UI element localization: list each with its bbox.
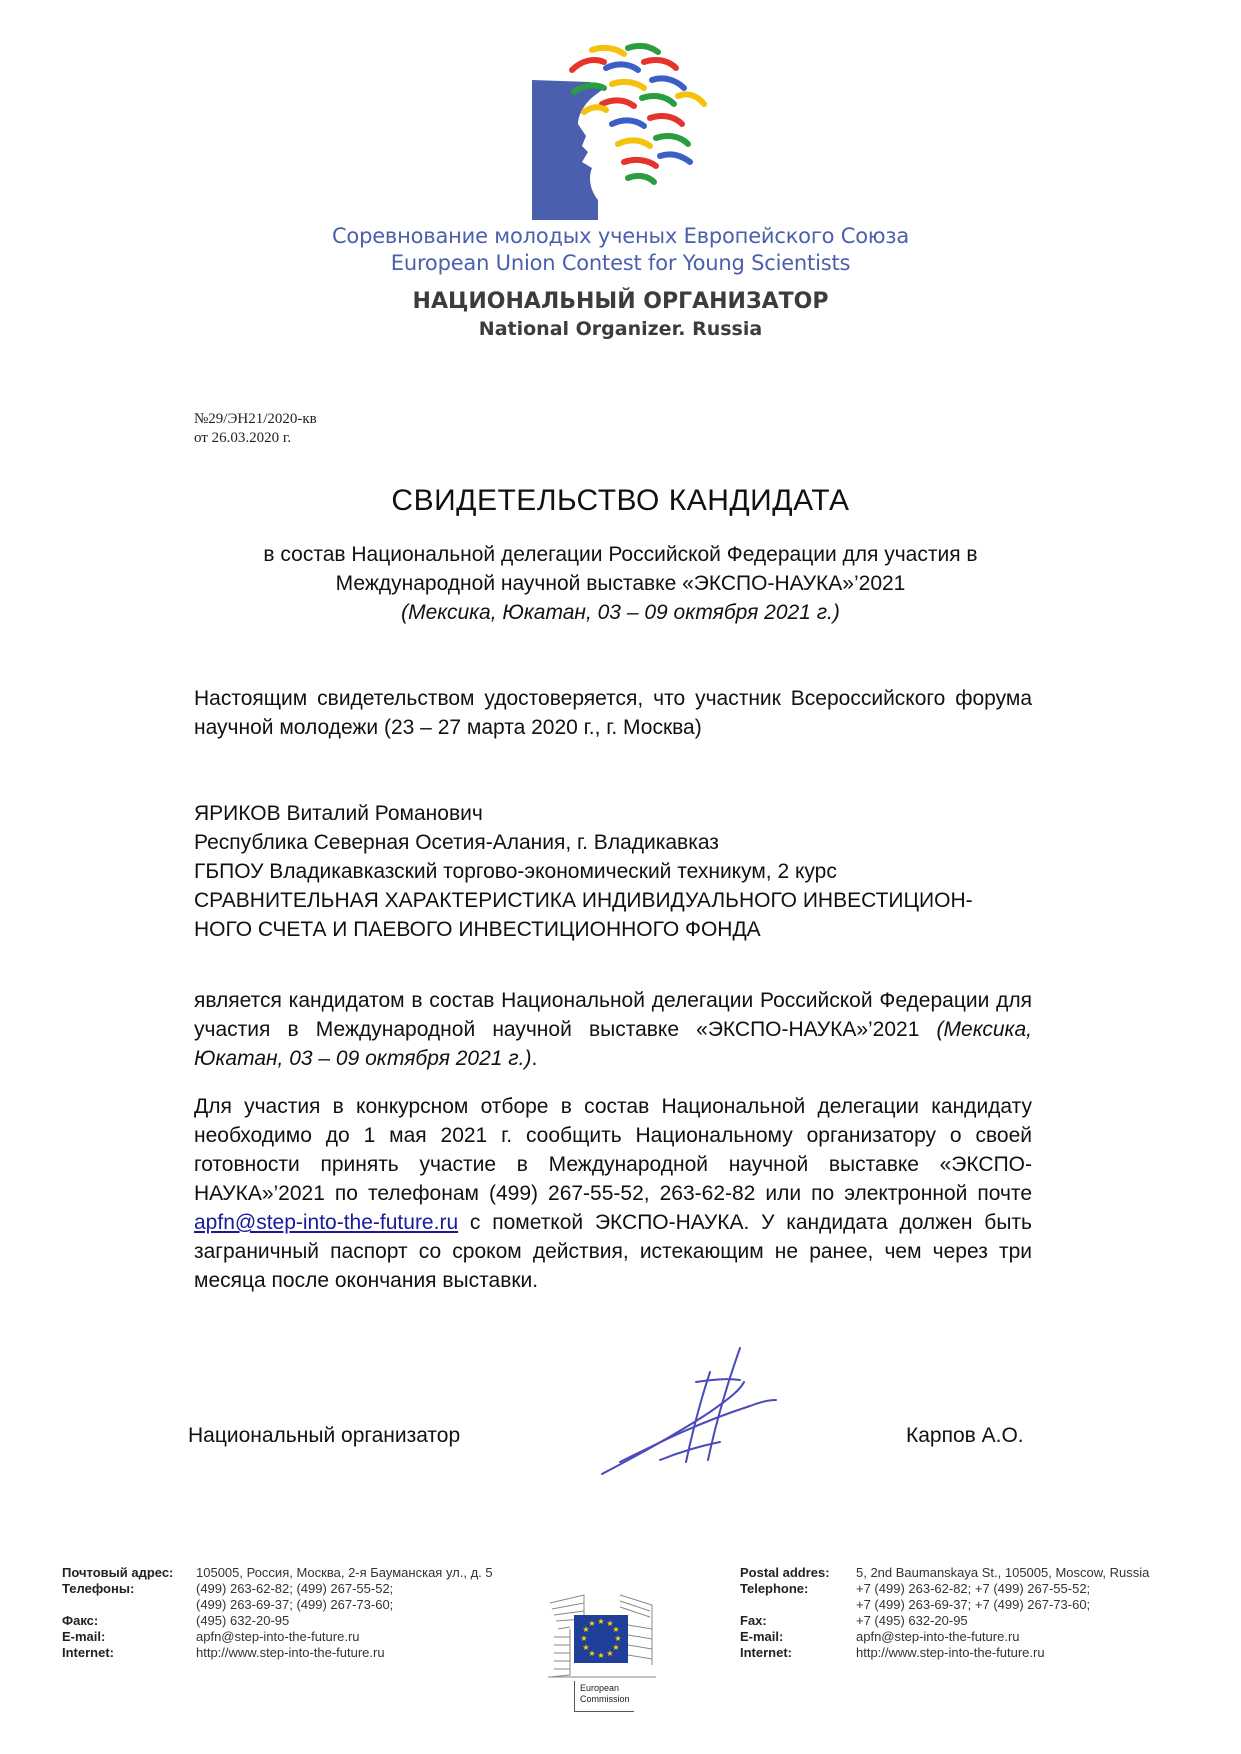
candidate-school: ГБПОУ Владикавказский торгово-экономический техникум, 2 курс bbox=[194, 860, 837, 883]
footer-en-email-label: E-mail: bbox=[740, 1629, 784, 1644]
paragraph-candidate-status-end: . bbox=[531, 1047, 538, 1070]
svg-text:★: ★ bbox=[582, 1643, 590, 1652]
reference-block bbox=[194, 410, 317, 448]
svg-text:★: ★ bbox=[580, 1634, 588, 1643]
footer-ru-fax: (495) 632-20-95 bbox=[196, 1613, 290, 1628]
footer-ru-fax-label: Факс: bbox=[62, 1613, 99, 1628]
reference-number: №29/ЭН21/2020-кв bbox=[194, 411, 317, 427]
footer-en-fax: +7 (495) 632-20-95 bbox=[856, 1613, 968, 1628]
svg-text:★: ★ bbox=[588, 1619, 596, 1628]
footer-en-internet[interactable]: http://www.step-into-the-future.ru bbox=[856, 1645, 1045, 1660]
paragraph-instructions-after: с пометкой ЭКСПО-НАУКА. У кандидата должен быть заграничный паспорт со сроком действия, истекающим не ранее, чем через три месяца после окончания выставки. bbox=[194, 1211, 1032, 1292]
contest-name-ru: Соревнование молодых ученых Европейского Союза bbox=[331, 224, 910, 248]
ec-label-2: Commission bbox=[580, 1694, 630, 1704]
footer-en-phones-label: Telephone: bbox=[740, 1581, 809, 1596]
paragraph-candidate-status-italic: (Мексика, Юкатан, 03 – 09 октября 2021 г.) bbox=[194, 1018, 1032, 1070]
document-subtitle bbox=[0, 540, 1241, 627]
reference-date: от 26.03.2020 г. bbox=[194, 430, 292, 446]
footer-en-postal-label: Postal addres: bbox=[740, 1565, 830, 1580]
svg-text:★: ★ bbox=[606, 1619, 614, 1628]
signatory-role: Национальный организатор bbox=[188, 1424, 461, 1447]
paragraph-instructions bbox=[194, 1092, 1032, 1295]
footer-en-phones-2: +7 (499) 263-69-37; +7 (499) 267-73-60; bbox=[856, 1597, 1091, 1612]
signatory-name: Карпов А.О. bbox=[906, 1424, 1024, 1447]
footer-en-email[interactable]: apfn@step-into-the-future.ru bbox=[856, 1629, 1020, 1644]
ec-label-1: European bbox=[580, 1683, 620, 1693]
footer-ru-internet[interactable]: http://www.step-into-the-future.ru bbox=[196, 1645, 385, 1660]
footer-en-fax-label: Fax: bbox=[740, 1613, 767, 1628]
subtitle-line-1: в состав Национальной делегации Российской Федерации для участия в bbox=[263, 543, 978, 566]
footer-ru-internet-label: Internet: bbox=[62, 1645, 114, 1660]
candidate-region: Республика Северная Осетия-Алания, г. Владикавказ bbox=[194, 831, 719, 854]
svg-text:★: ★ bbox=[614, 1634, 622, 1643]
paragraph-instructions-before: Для участия в конкурсном отборе в состав Национальной делегации кандидату необходимо до 1 мая 2021 г. сообщить Национальному организатору о своей готовности принять участие в Международной научной выставке «ЭКСПО-НАУКА»’2021 по телефонам (499) 267-55-52, 263-62-82 или по электронной почте bbox=[194, 1095, 1032, 1205]
organizer-title-ru: НАЦИОНАЛЬНЫЙ ОРГАНИЗАТОР bbox=[412, 289, 829, 314]
paragraph-intro: Настоящим свидетельством удостоверяется, что участник Всероссийского форума научной молодежи (23 – 27 марта 2020 г., г. Москва) bbox=[194, 687, 1032, 739]
european-commission-logo bbox=[540, 1585, 664, 1715]
footer bbox=[0, 1565, 1241, 1715]
subtitle-line-3: (Мексика, Юкатан, 03 – 09 октября 2021 г.) bbox=[401, 601, 840, 624]
svg-text:★: ★ bbox=[597, 1617, 605, 1626]
footer-ru-postal: 105005, Россия, Москва, 2-я Бауманская ул., д. 5 bbox=[196, 1565, 493, 1580]
subtitle-line-2: Международной научной выставке «ЭКСПО-НАУКА»’2021 bbox=[335, 572, 906, 595]
contest-name-en: European Union Contest for Young Scientists bbox=[390, 251, 851, 275]
svg-text:★: ★ bbox=[612, 1643, 620, 1652]
handwritten-signature bbox=[600, 1342, 780, 1482]
email-link[interactable]: apfn@step-into-the-future.ru bbox=[194, 1211, 459, 1234]
footer-ru-email-label: E-mail: bbox=[62, 1629, 106, 1644]
candidate-topic-line-1: СРАВНИТЕЛЬНАЯ ХАРАКТЕРИСТИКА ИНДИВИДУАЛЬНОГО ИНВЕСТИЦИОН- bbox=[194, 889, 973, 912]
svg-text:★: ★ bbox=[606, 1649, 614, 1658]
svg-text:★: ★ bbox=[597, 1651, 605, 1660]
document-title: СВИДЕТЕЛЬСТВО КАНДИДАТА bbox=[391, 484, 850, 517]
footer-ru-phones-label: Телефоны: bbox=[62, 1581, 135, 1596]
footer-en-phones-1: +7 (499) 263-62-82; +7 (499) 267-55-52; bbox=[856, 1581, 1091, 1596]
candidate-name: ЯРИКОВ Виталий Романович bbox=[194, 802, 483, 825]
footer-ru-email[interactable]: apfn@step-into-the-future.ru bbox=[196, 1629, 360, 1644]
paragraph-candidate-status-text: является кандидатом в состав Национальной делегации Российской Федерации для участия в Международной научной выставке «ЭКСПО-НАУКА»’2021 bbox=[194, 989, 1032, 1041]
candidate-info bbox=[194, 799, 1054, 944]
footer-en-internet-label: Internet: bbox=[740, 1645, 792, 1660]
candidate-topic-line-2: НОГО СЧЕТА И ПАЕВОГО ИНВЕСТИЦИОННОГО ФОНДА bbox=[194, 918, 761, 941]
organizer-title-en: National Organizer. Russia bbox=[478, 318, 763, 340]
footer-ru-postal-label: Почтовый адрес: bbox=[62, 1565, 174, 1580]
svg-text:★: ★ bbox=[582, 1625, 590, 1634]
footer-ru-phones-2: (499) 263-69-37; (499) 267-73-60; bbox=[196, 1597, 394, 1612]
svg-text:★: ★ bbox=[588, 1649, 596, 1658]
contest-logo bbox=[532, 40, 718, 220]
footer-en-postal: 5, 2nd Baumanskaya St., 105005, Moscow, Russia bbox=[856, 1565, 1150, 1580]
paragraph-candidate-status bbox=[194, 986, 1032, 1073]
footer-ru-phones-1: (499) 263-62-82; (499) 267-55-52; bbox=[196, 1581, 394, 1596]
svg-text:★: ★ bbox=[612, 1625, 620, 1634]
